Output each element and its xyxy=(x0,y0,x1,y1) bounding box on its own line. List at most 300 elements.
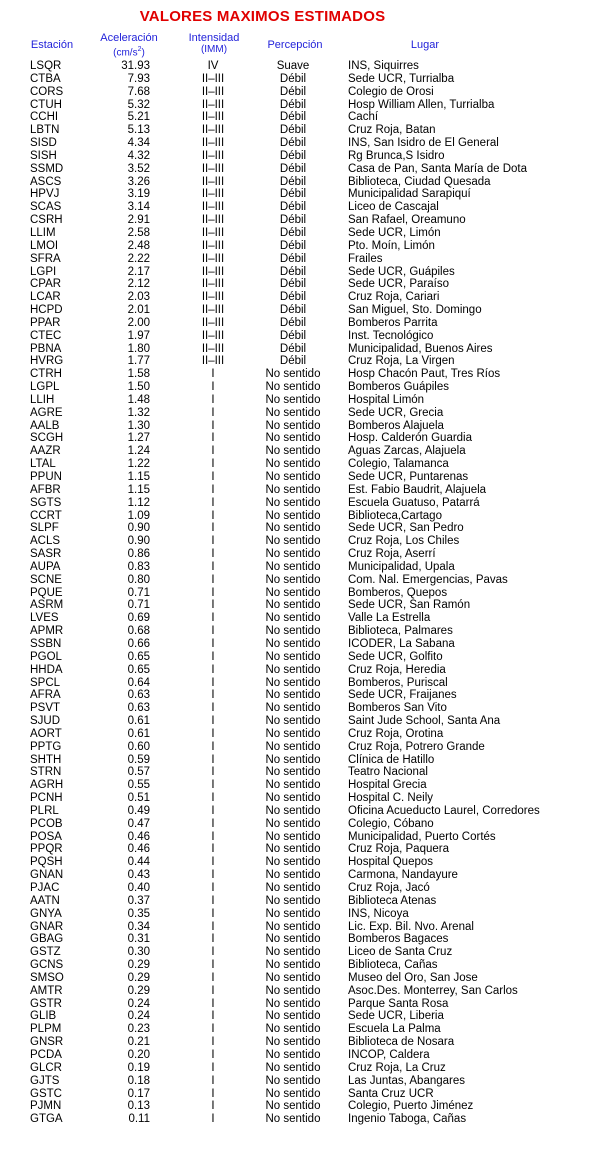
table-row xyxy=(0,137,590,150)
table-row xyxy=(0,766,590,779)
perception-value: No sentido xyxy=(265,946,321,959)
station-code: GBAG xyxy=(30,933,64,946)
perception-value: Débil xyxy=(279,291,307,304)
acceleration-value: 0.83 xyxy=(127,560,150,573)
intensity-value: I xyxy=(211,548,215,561)
place-value: San Rafael, Oreamuno xyxy=(348,214,466,227)
acceleration-value: 3.52 xyxy=(127,162,150,175)
station-code: CPAR xyxy=(30,278,62,291)
place-value: Bomberos, Quepos xyxy=(348,586,448,599)
perception-value: No sentido xyxy=(265,1100,321,1113)
place-value: Aguas Zarcas, Alajuela xyxy=(348,445,466,458)
place-value: Escuela Guatuso, Patarrá xyxy=(348,496,480,509)
intensity-value: I xyxy=(211,740,215,753)
perception-value: No sentido xyxy=(265,676,321,689)
acceleration-value: 1.50 xyxy=(127,381,150,394)
place-value: Sede UCR, San Ramón xyxy=(348,599,471,612)
perception-value: No sentido xyxy=(265,663,321,676)
table-row xyxy=(0,1036,590,1049)
table-row xyxy=(0,959,590,972)
station-code: PPTG xyxy=(30,740,62,753)
acceleration-value: 0.29 xyxy=(127,959,150,972)
station-code: HVRG xyxy=(30,355,64,368)
place-value: Teatro Nacional xyxy=(348,766,428,779)
place-value: Hosp Chacón Paut, Tres Ríos xyxy=(348,368,501,381)
perception-value: No sentido xyxy=(265,779,321,792)
intensity-value: I xyxy=(211,702,215,715)
perception-value: No sentido xyxy=(265,471,321,483)
table-row xyxy=(0,163,590,176)
table-row xyxy=(0,150,590,163)
table-row xyxy=(0,651,590,664)
table-row xyxy=(0,741,590,754)
table-row xyxy=(0,779,590,792)
intensity-value: II–III xyxy=(201,162,225,175)
intensity-value: I xyxy=(211,1061,215,1074)
station-code: HPVJ xyxy=(30,188,60,201)
station-code: SCNE xyxy=(30,573,62,586)
station-code: SASR xyxy=(30,548,62,561)
perception-value: Débil xyxy=(279,252,307,265)
table-row xyxy=(0,1010,590,1023)
header-station: Estación xyxy=(30,39,74,51)
place-value: Bomberos San Vito xyxy=(348,702,447,715)
place-value: Valle La Estrella xyxy=(348,612,431,625)
intensity-value: II–III xyxy=(201,355,225,368)
page-title: VALORES MAXIMOS ESTIMADOS xyxy=(139,8,386,25)
place-value: Rg Brunca,S Isidro xyxy=(348,149,445,162)
table-row xyxy=(0,214,590,227)
table-row xyxy=(0,253,590,266)
acceleration-value: 2.58 xyxy=(127,226,150,239)
intensity-value: I xyxy=(211,843,215,856)
acceleration-value: 0.80 xyxy=(127,573,150,586)
intensity-value: I xyxy=(211,971,215,984)
perception-value: No sentido xyxy=(265,817,321,830)
perception-value: No sentido xyxy=(265,856,321,869)
station-code: PCNH xyxy=(30,792,63,805)
station-code: SISD xyxy=(30,137,57,150)
intensity-value: I xyxy=(211,984,215,997)
header-intensity-unit: (IMM) xyxy=(200,44,228,55)
station-code: AGRE xyxy=(30,406,63,419)
table-row xyxy=(0,240,590,253)
place-value: Colegio, Cóbano xyxy=(348,817,434,830)
intensity-value: I xyxy=(211,882,215,894)
station-code: LMOI xyxy=(30,239,59,252)
place-value: Com. Nal. Emergencias, Pavas xyxy=(348,573,508,586)
table-row xyxy=(0,933,590,946)
place-value: Cruz Roja, Potrero Grande xyxy=(348,740,485,753)
table-row xyxy=(0,420,590,433)
place-value: Parque Santa Rosa xyxy=(348,997,449,1010)
place-value: Sede UCR, San Pedro xyxy=(348,522,464,535)
place-value: Sede UCR, Guápiles xyxy=(348,265,455,278)
intensity-value: II–III xyxy=(201,291,225,304)
station-code: LGPL xyxy=(30,381,60,394)
station-code: CTUH xyxy=(30,98,62,111)
table-row xyxy=(0,574,590,587)
intensity-value: II–III xyxy=(201,239,225,252)
place-value: Municipalidad, Upala xyxy=(348,560,455,573)
acceleration-value: 0.24 xyxy=(127,1010,150,1023)
station-code: GCNS xyxy=(30,959,64,972)
acceleration-value: 0.46 xyxy=(127,843,150,856)
place-value: INS, Siquirres xyxy=(348,60,419,72)
station-code: AORT xyxy=(30,727,62,740)
intensity-value: I xyxy=(211,625,215,638)
perception-value: No sentido xyxy=(265,432,321,445)
acceleration-value: 0.65 xyxy=(127,663,150,676)
table-row xyxy=(0,368,590,381)
place-value: Colegio de Orosi xyxy=(348,85,434,98)
perception-value: Débil xyxy=(279,265,307,278)
perception-value: No sentido xyxy=(265,753,321,766)
acceleration-value: 0.24 xyxy=(127,997,150,1010)
acceleration-value: 7.68 xyxy=(127,85,150,98)
station-code: PPQR xyxy=(30,843,63,856)
acceleration-value: 0.44 xyxy=(127,856,150,869)
acceleration-value: 0.46 xyxy=(127,830,150,843)
perception-value: No sentido xyxy=(265,702,321,715)
intensity-value: I xyxy=(211,1023,215,1036)
acceleration-value: 0.21 xyxy=(127,1036,150,1049)
perception-value: Débil xyxy=(279,188,307,201)
station-code: LLIH xyxy=(30,393,55,406)
acceleration-value: 1.15 xyxy=(127,471,150,483)
acceleration-value: 0.11 xyxy=(128,1113,150,1126)
table-row xyxy=(0,317,590,330)
station-code: PPUN xyxy=(30,471,62,483)
header-perception: Percepción xyxy=(267,39,323,51)
perception-value: No sentido xyxy=(265,419,321,432)
acceleration-value: 0.19 xyxy=(127,1061,150,1074)
stations-table xyxy=(0,60,590,1126)
acceleration-value: 0.30 xyxy=(127,946,150,959)
intensity-value: II–III xyxy=(201,278,225,291)
table-row xyxy=(0,664,590,677)
header-acceleration xyxy=(88,33,170,58)
station-code: ASCS xyxy=(30,175,62,188)
perception-value: No sentido xyxy=(265,907,321,920)
acceleration-value: 0.47 xyxy=(127,817,150,830)
perception-value: No sentido xyxy=(265,445,321,458)
acceleration-value: 0.61 xyxy=(127,727,150,740)
table-row xyxy=(0,805,590,818)
acceleration-value: 0.17 xyxy=(127,1087,150,1100)
table-row xyxy=(0,561,590,574)
intensity-value: I xyxy=(211,432,215,445)
place-value: INS, Nicoya xyxy=(348,907,409,920)
acceleration-value: 2.91 xyxy=(127,214,150,227)
station-code: AALB xyxy=(30,419,60,432)
intensity-value: I xyxy=(211,907,215,920)
perception-value: No sentido xyxy=(265,804,321,817)
station-code: SSBN xyxy=(30,637,62,650)
acceleration-value: 4.34 xyxy=(127,137,150,150)
acceleration-value: 0.57 xyxy=(127,766,150,779)
place-value: Pto. Moín, Limón xyxy=(348,239,435,252)
intensity-value: I xyxy=(211,393,215,406)
intensity-value: I xyxy=(211,1048,215,1061)
perception-value: No sentido xyxy=(265,1010,321,1023)
perception-value: Débil xyxy=(279,304,307,317)
table-row xyxy=(0,201,590,214)
intensity-value: IV xyxy=(207,60,219,72)
place-value: Cruz Roja, Orotina xyxy=(348,727,444,740)
table-row xyxy=(0,908,590,921)
header-acceleration-unit xyxy=(88,44,170,58)
acceleration-value: 1.32 xyxy=(127,406,150,419)
acceleration-value: 7.93 xyxy=(127,72,150,85)
perception-value: No sentido xyxy=(265,727,321,740)
intensity-value: I xyxy=(211,663,215,676)
intensity-value: I xyxy=(211,560,215,573)
intensity-value: I xyxy=(211,933,215,946)
intensity-value: II–III xyxy=(201,265,225,278)
table-row xyxy=(0,60,590,73)
acceleration-value: 0.63 xyxy=(127,702,150,715)
perception-value: No sentido xyxy=(265,715,321,728)
perception-value: No sentido xyxy=(265,830,321,843)
perception-value: No sentido xyxy=(265,586,321,599)
table-row xyxy=(0,856,590,869)
station-code: PJMN xyxy=(30,1100,62,1113)
perception-value: No sentido xyxy=(265,933,321,946)
intensity-value: I xyxy=(211,997,215,1010)
acceleration-value: 5.13 xyxy=(127,124,150,137)
intensity-value: I xyxy=(211,830,215,843)
place-value: Bomberos, Puriscal xyxy=(348,676,448,689)
station-code: GSTR xyxy=(30,997,62,1010)
perception-value: No sentido xyxy=(265,882,321,894)
intensity-value: I xyxy=(211,1087,215,1100)
table-row xyxy=(0,754,590,767)
table-row xyxy=(0,484,590,497)
perception-value: No sentido xyxy=(265,599,321,612)
place-value: Hospital Limón xyxy=(348,393,425,406)
station-code: PPAR xyxy=(30,316,61,329)
station-code: CTEC xyxy=(30,329,62,342)
intensity-value: I xyxy=(211,1100,215,1113)
acceleration-value: 0.34 xyxy=(127,920,150,933)
place-value: Bomberos Bagaces xyxy=(348,933,449,946)
acceleration-value: 0.68 xyxy=(127,625,150,638)
acceleration-value: 0.69 xyxy=(127,612,150,625)
perception-value: No sentido xyxy=(265,1036,321,1049)
intensity-value: I xyxy=(211,381,215,394)
station-code: PSVT xyxy=(30,702,61,715)
station-code: LLIM xyxy=(30,226,56,239)
station-code: PCDA xyxy=(30,1048,62,1061)
intensity-value: II–III xyxy=(201,188,225,201)
table-row xyxy=(0,972,590,985)
table-row xyxy=(0,471,590,484)
station-code: AFBR xyxy=(30,483,61,496)
perception-value: Débil xyxy=(279,355,307,368)
perception-value: No sentido xyxy=(265,984,321,997)
unit-base: (cm/s xyxy=(113,47,138,59)
intensity-value: I xyxy=(211,856,215,869)
place-value: Casa de Pan, Santa María de Dota xyxy=(348,162,527,175)
place-value: Municipalidad, Buenos Aires xyxy=(348,342,493,355)
intensity-value: I xyxy=(211,406,215,419)
perception-value: Débil xyxy=(279,98,307,111)
table-row xyxy=(0,1100,590,1113)
place-value: Biblioteca Atenas xyxy=(348,894,437,907)
place-value: Biblioteca,Cartago xyxy=(348,509,442,522)
perception-value: No sentido xyxy=(265,1061,321,1074)
intensity-value: II–III xyxy=(201,316,225,329)
perception-value: Débil xyxy=(279,149,307,162)
place-value: Santa Cruz UCR xyxy=(348,1087,434,1100)
acceleration-value: 0.59 xyxy=(127,753,150,766)
perception-value: No sentido xyxy=(265,920,321,933)
acceleration-value: 1.09 xyxy=(127,509,150,522)
station-code: CTBA xyxy=(30,72,61,85)
station-code: STRN xyxy=(30,766,62,779)
perception-value: Débil xyxy=(279,342,307,355)
place-value: Bomberos Guápiles xyxy=(348,381,449,394)
table-row xyxy=(0,1062,590,1075)
station-code: HHDA xyxy=(30,663,63,676)
intensity-value: II–III xyxy=(201,85,225,98)
place-value: Cruz Roja, Jacó xyxy=(348,882,430,894)
table-row xyxy=(0,445,590,458)
acceleration-value: 1.48 xyxy=(127,393,150,406)
acceleration-value: 1.30 xyxy=(127,419,150,432)
station-code: AAZR xyxy=(30,445,61,458)
table-row xyxy=(0,1023,590,1036)
intensity-value: I xyxy=(211,715,215,728)
station-code: APMR xyxy=(30,625,64,638)
table-row xyxy=(0,73,590,86)
place-value: Hospital C. Neily xyxy=(348,792,433,805)
station-code: AUPA xyxy=(30,560,61,573)
table-row xyxy=(0,355,590,368)
station-code: PLPM xyxy=(30,1023,62,1036)
perception-value: Débil xyxy=(279,316,307,329)
station-code: PLRL xyxy=(30,804,59,817)
station-code: LCAR xyxy=(30,291,61,304)
acceleration-value: 0.66 xyxy=(127,637,150,650)
intensity-value: II–III xyxy=(201,175,225,188)
station-code: SISH xyxy=(30,149,57,162)
station-code: AFRA xyxy=(30,689,61,702)
station-code: GNYA xyxy=(30,907,62,920)
perception-value: No sentido xyxy=(265,1048,321,1061)
table-row xyxy=(0,381,590,394)
station-code: SPCL xyxy=(30,676,61,689)
perception-value: Débil xyxy=(279,162,307,175)
station-code: PJAC xyxy=(30,882,60,894)
station-code: LSQR xyxy=(30,60,62,72)
station-code: PBNA xyxy=(30,342,62,355)
intensity-value: I xyxy=(211,483,215,496)
station-code: LVES xyxy=(30,612,59,625)
table-row xyxy=(0,432,590,445)
table-row xyxy=(0,407,590,420)
intensity-value: I xyxy=(211,496,215,509)
perception-value: No sentido xyxy=(265,509,321,522)
intensity-value: II–III xyxy=(201,72,225,85)
intensity-value: I xyxy=(211,753,215,766)
place-value: Cruz Roja, Heredia xyxy=(348,663,446,676)
station-code: POSA xyxy=(30,830,62,843)
perception-value: No sentido xyxy=(265,406,321,419)
intensity-value: II–III xyxy=(201,214,225,227)
place-value: Cruz Roja, Aserrí xyxy=(348,548,436,561)
table-row xyxy=(0,330,590,343)
acceleration-value: 0.65 xyxy=(127,650,150,663)
station-code: CORS xyxy=(30,85,64,98)
table-row xyxy=(0,869,590,882)
perception-value: No sentido xyxy=(265,458,321,471)
table-row xyxy=(0,599,590,612)
header-place: Lugar xyxy=(410,39,440,51)
table-row xyxy=(0,535,590,548)
station-code: LTAL xyxy=(30,458,56,471)
perception-value: No sentido xyxy=(265,1087,321,1100)
intensity-value: II–III xyxy=(201,226,225,239)
place-value: Est. Fabio Baudrit, Alajuela xyxy=(348,483,487,496)
acceleration-value: 0.35 xyxy=(127,907,150,920)
acceleration-value: 5.32 xyxy=(127,98,150,111)
station-code: LGPI xyxy=(30,265,57,278)
place-value: Colegio, Talamanca xyxy=(348,458,449,471)
acceleration-value: 0.29 xyxy=(127,971,150,984)
intensity-value: I xyxy=(211,792,215,805)
place-value: Museo del Oro, San Jose xyxy=(348,971,478,984)
place-value: Hosp. Calderón Guardia xyxy=(348,432,473,445)
acceleration-value: 0.61 xyxy=(127,715,150,728)
table-row xyxy=(0,86,590,99)
acceleration-value: 0.86 xyxy=(127,548,150,561)
station-code: PCOB xyxy=(30,817,63,830)
perception-value: Débil xyxy=(279,278,307,291)
intensity-value: I xyxy=(211,817,215,830)
place-value: Escuela La Palma xyxy=(348,1023,441,1036)
intensity-value: II–III xyxy=(201,137,225,150)
place-value: Cruz Roja, Cariari xyxy=(348,291,440,304)
perception-value: No sentido xyxy=(265,869,321,882)
place-value: Sede UCR, Paraíso xyxy=(348,278,449,291)
intensity-value: I xyxy=(211,779,215,792)
perception-value: No sentido xyxy=(265,740,321,753)
acceleration-value: 0.90 xyxy=(127,535,150,548)
intensity-value: I xyxy=(211,586,215,599)
perception-value: No sentido xyxy=(265,522,321,535)
place-value: Sede UCR, Puntarenas xyxy=(348,471,469,483)
intensity-value: I xyxy=(211,522,215,535)
table-row xyxy=(0,522,590,535)
table-row xyxy=(0,728,590,741)
perception-value: Débil xyxy=(279,124,307,137)
station-code: PGOL xyxy=(30,650,62,663)
intensity-value: I xyxy=(211,689,215,702)
table-row xyxy=(0,921,590,934)
perception-value: No sentido xyxy=(265,766,321,779)
place-value: Biblioteca de Nosara xyxy=(348,1036,455,1049)
station-code: HCPD xyxy=(30,304,63,317)
place-value: Biblioteca, Ciudad Quesada xyxy=(348,175,491,188)
station-code: LBTN xyxy=(30,124,60,137)
table-row xyxy=(0,111,590,124)
table-row xyxy=(0,227,590,240)
intensity-value: I xyxy=(211,1113,215,1126)
place-value: Sede UCR, Fraijanes xyxy=(348,689,457,702)
table-row xyxy=(0,946,590,959)
